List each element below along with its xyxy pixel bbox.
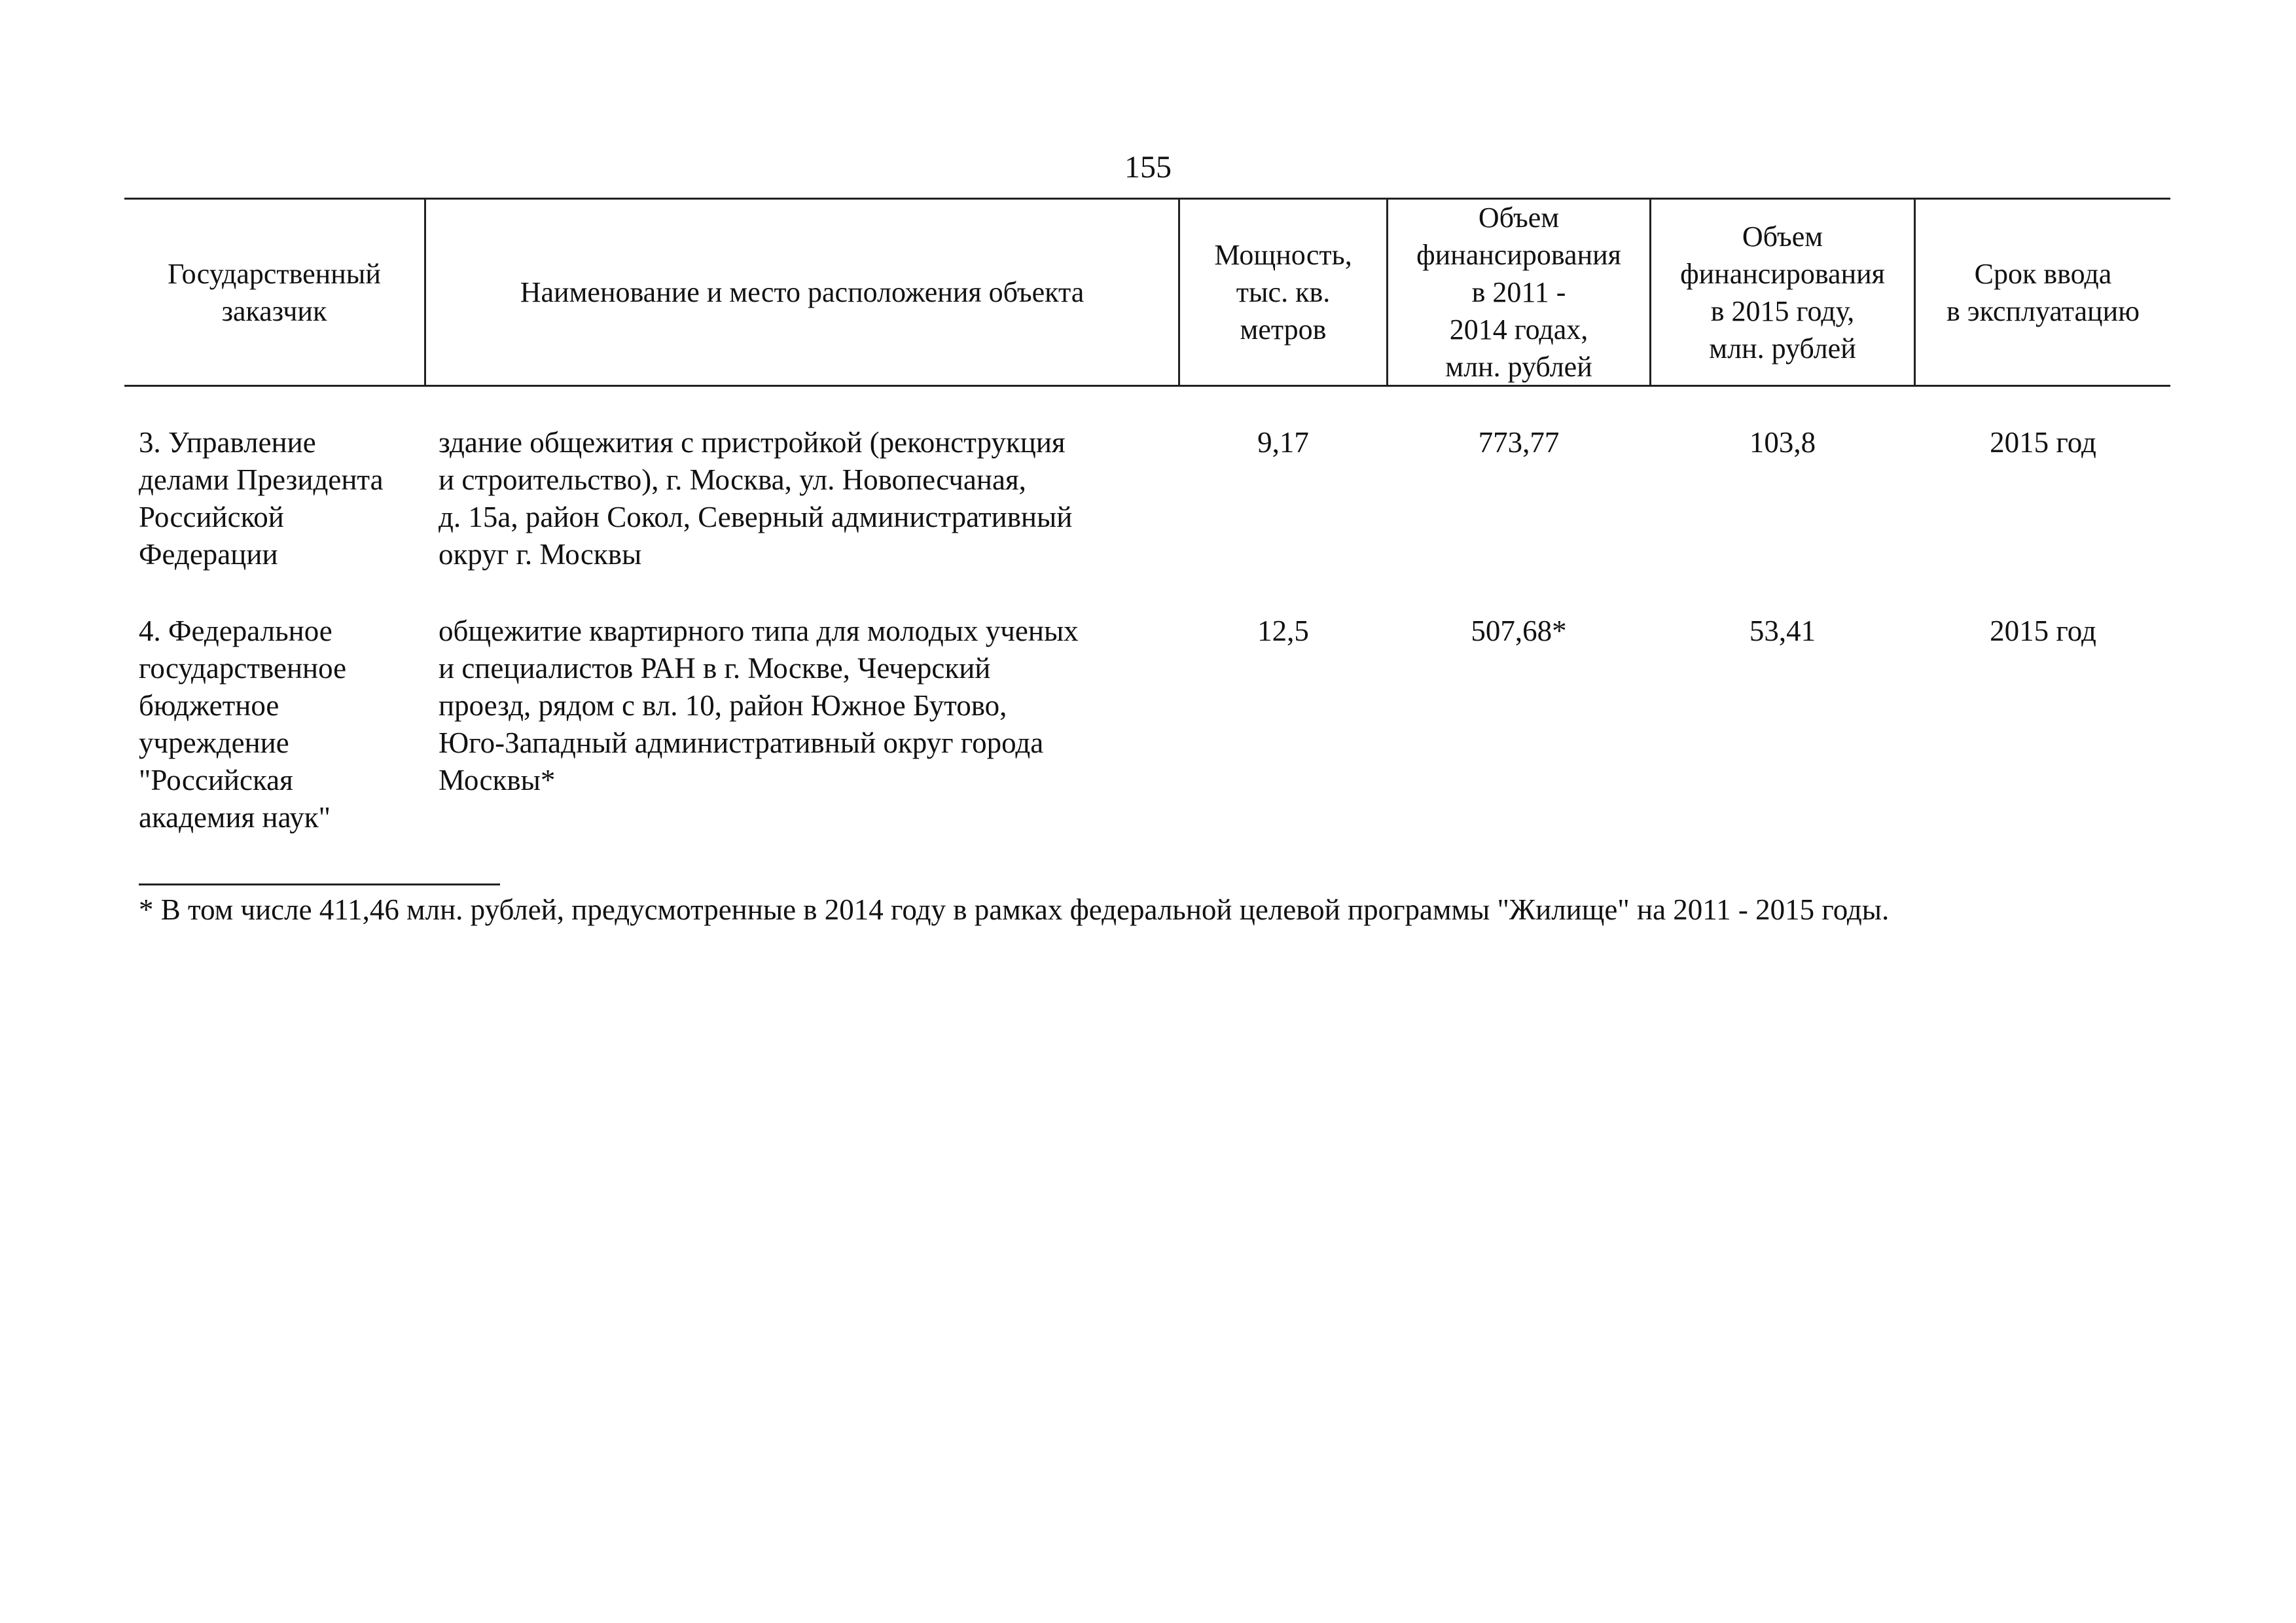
footnote-separator [139,883,500,885]
cell-capacity: 12,5 [1257,615,1309,647]
cell-funding-2015: 53,41 [1749,615,1816,647]
cell-capacity: 9,17 [1257,426,1309,459]
cell-commissioning: 2015 год [1990,426,2096,459]
cell-object: общежитие квартирного типа для молодых ученых и специалистов РАН в г. Москве, Чечерский проезд, рядом с вл. 10, район Южное Бутово, Юго-Западный административный округ города Москвы* [439,615,1079,796]
footnote: * В том числе 411,46 млн. рублей, предусмотренные в 2014 году в рамках федеральной целевой программы "Жилище" на 2011 - 2015 годы. [139,893,1890,926]
cell-funding-2015: 103,8 [1749,426,1816,459]
header-funding-2015: Объем финансирования в 2015 году, млн. рублей [1680,220,1885,365]
header-commissioning: Срок ввода в эксплуатацию [1946,257,2140,327]
header-customer: Государственный заказчик [168,257,381,327]
cell-funding-2011-2014: 773,77 [1478,426,1560,459]
cell-funding-2011-2014: 507,68* [1471,615,1567,647]
cell-commissioning: 2015 год [1990,615,2096,647]
cell-object: здание общежития с пристройкой (реконструкция и строительство), г. Москва, ул. Новопесчаная, д. 15а, район Сокол, Северный административный округ г. Москвы [439,426,1073,571]
header-funding-2011-2014: Объем финансирования в 2011 - 2014 годах, млн. рублей [1416,202,1621,383]
header-capacity: Мощность, тыс. кв. метров [1214,239,1352,346]
table-header-bottom-border [124,385,2170,387]
cell-customer: 4. Федеральное государственное бюджетное учреждение "Российская академия наук" [139,615,347,834]
header-object: Наименование и место расположения объекта [520,276,1085,308]
cell-customer: 3. Управление делами Президента Российской Федерации [139,426,384,571]
page-number: 155 [1124,150,1172,185]
